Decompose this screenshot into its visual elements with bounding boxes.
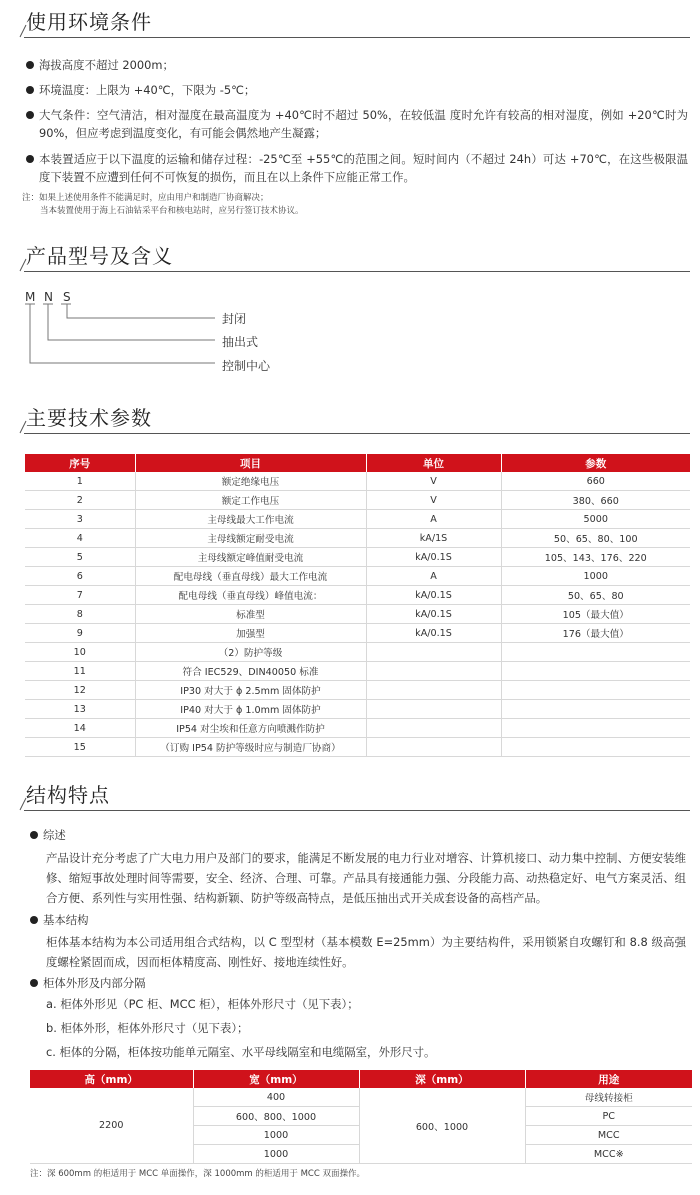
section-divider xyxy=(24,433,690,434)
model-letter-s: S xyxy=(63,290,71,304)
table-row xyxy=(25,491,690,510)
unit-cell: kA/0.1S xyxy=(366,624,501,643)
unit-cell: A xyxy=(366,510,501,529)
col-header: 项目 xyxy=(135,454,366,472)
value-cell xyxy=(501,662,690,681)
table-row xyxy=(25,567,690,586)
structure-paragraph: 产品设计充分考虑了广大电力用户及部门的要求，能满足不断发展的电力行业对增容、计算机接口、动力集中控制、方便安装维修、缩短事故处理时间等需要，安全、经济、合理、可靠。产品具有接通能力强、分段能力高、动热稳定好、电气方案灵活、组合方便、系列性与实用性强、结构新颖、防护等级高特点，是低压抽出式开关成套设备的高档产品。 xyxy=(46,851,686,905)
env-note: 当本装置使用于海上石油钻采平台和核电站时，应另行签订技术协议。 xyxy=(40,206,304,216)
unit-cell: A xyxy=(366,567,501,586)
table-row xyxy=(25,586,690,605)
unit-cell: kA/0.1S xyxy=(366,586,501,605)
structure-paragraph: 柜体基本结构为本公司适用组合式结构，以 C 型型材（基本模数 E=25mm）为主要结构件，采用锁紧自攻螺钉和 8.8 级高强度螺栓紧固而成，因而柜体精度高、刚性好、接地连续性好。 xyxy=(46,935,686,969)
section-title-params: 主要技术参数 xyxy=(16,404,690,434)
table-row xyxy=(25,624,690,643)
col-header: 宽（mm） xyxy=(193,1070,359,1088)
value-cell: 105、143、176、220 xyxy=(501,548,690,567)
table-row xyxy=(25,548,690,567)
table-row xyxy=(25,643,690,662)
unit-cell: V xyxy=(366,472,501,491)
item-cell: 配电母线（垂直母线）峰值电流： xyxy=(135,586,366,605)
col-header: 用途 xyxy=(525,1070,692,1088)
item-cell: 符合 IEC529、DIN40050 标准 xyxy=(135,662,366,681)
row-number-cell: 2 xyxy=(25,491,135,510)
use-cell: MCC xyxy=(525,1126,692,1145)
width-cell: 400 xyxy=(193,1088,359,1107)
col-header: 深（mm） xyxy=(359,1070,525,1088)
bullet-icon xyxy=(30,916,38,924)
unit-cell: V xyxy=(366,491,501,510)
bullet-icon xyxy=(26,61,34,69)
bullet-icon xyxy=(26,86,34,94)
env-item: 海拔高度不超过 2000m； xyxy=(26,56,688,74)
value-cell: 660 xyxy=(501,472,690,491)
row-number-cell: 9 xyxy=(25,624,135,643)
table-row xyxy=(25,719,690,738)
structure-subitem-c: c. 柜体的分隔，柜体按功能单元隔室、水平母线隔室和电缆隔室，外形尺寸。 xyxy=(46,1045,436,1059)
model-label-enclosed: 封闭 xyxy=(222,312,247,326)
structure-heading: 柜体外形及内部分隔 xyxy=(30,974,688,992)
bullet-icon xyxy=(30,979,38,987)
unit-cell xyxy=(366,700,501,719)
dimension-note: 注：深 600mm 的柜适用于 MCC 单面操作，深 1000mm 的柜适用于 MCC 双面操作。 xyxy=(30,1169,366,1179)
unit-cell: kA/0.1S xyxy=(366,605,501,624)
item-cell: IP30 对大于 ϕ 2.5mm 固体防护 xyxy=(135,681,366,700)
table-row xyxy=(25,700,690,719)
value-cell: 5000 xyxy=(501,510,690,529)
height-cell: 2200 xyxy=(30,1088,193,1164)
value-cell: 176（最大值） xyxy=(501,624,690,643)
row-number-cell: 13 xyxy=(25,700,135,719)
table-row xyxy=(25,472,690,491)
value-cell: 50、65、80、100 xyxy=(501,529,690,548)
section-divider xyxy=(24,271,690,272)
item-cell: （2）防护等级 xyxy=(135,643,366,662)
item-cell: IP40 对大于 ϕ 1.0mm 固体防护 xyxy=(135,700,366,719)
value-cell: 50、65、80 xyxy=(501,586,690,605)
item-cell: 额定工作电压 xyxy=(135,491,366,510)
model-label-drawout: 抽出式 xyxy=(222,335,259,349)
structure-heading: 基本结构 xyxy=(30,911,688,929)
table-row xyxy=(25,510,690,529)
item-cell: 主母线额定耐受电流 xyxy=(135,529,366,548)
table-row xyxy=(25,529,690,548)
table-row xyxy=(25,605,690,624)
use-cell: 母线转接柜 xyxy=(525,1088,692,1107)
structure-subitem-a: a. 柜体外形见（PC 柜、MCC 柜），柜体外形尺寸（见下表）； xyxy=(46,997,359,1011)
row-number-cell: 12 xyxy=(25,681,135,700)
col-header: 单位 xyxy=(366,454,501,472)
env-item: 大气条件：空气清洁，相对湿度在最高温度为 +40℃时不超过 50%，在较低温 度时允许有较高的相对湿度，例如 +20℃时为 90%，但应考虑到温度变化，有可能会偶然地产生凝露； xyxy=(26,106,688,142)
use-cell: PC xyxy=(525,1107,692,1126)
env-item: 环境温度：上限为 +40℃，下限为 -5℃； xyxy=(26,81,688,99)
section-title-structure: 结构特点 xyxy=(16,781,690,811)
model-diagram xyxy=(25,290,325,380)
value-cell: 105（最大值） xyxy=(501,605,690,624)
value-cell: 1000 xyxy=(501,567,690,586)
item-cell: 配电母线（垂直母线）最大工作电流 xyxy=(135,567,366,586)
bullet-icon xyxy=(26,155,34,163)
unit-cell: kA/1S xyxy=(366,529,501,548)
bullet-icon xyxy=(30,831,38,839)
unit-cell xyxy=(366,662,501,681)
section-title-environment: 使用环境条件 xyxy=(16,8,690,38)
row-number-cell: 4 xyxy=(25,529,135,548)
table-row xyxy=(30,1088,692,1107)
item-cell: 主母线最大工作电流 xyxy=(135,510,366,529)
width-cell: 1000 xyxy=(193,1126,359,1145)
table-header-row xyxy=(30,1070,692,1088)
row-number-cell: 8 xyxy=(25,605,135,624)
value-cell xyxy=(501,643,690,662)
row-number-cell: 11 xyxy=(25,662,135,681)
row-number-cell: 15 xyxy=(25,738,135,757)
row-number-cell: 1 xyxy=(25,472,135,491)
table-row xyxy=(25,662,690,681)
structure-subitem-b: b. 柜体外形，柜体外形尺寸（见下表）； xyxy=(46,1021,249,1035)
model-letter-n: N xyxy=(44,290,53,304)
dimension-table xyxy=(30,1070,692,1164)
col-header: 参数 xyxy=(501,454,690,472)
item-cell: （订购 IP54 防护等级时应与制造厂协商） xyxy=(135,738,366,757)
value-cell xyxy=(501,681,690,700)
item-cell: 标准型 xyxy=(135,605,366,624)
item-cell: 额定绝缘电压 xyxy=(135,472,366,491)
params-table xyxy=(25,454,690,757)
row-number-cell: 5 xyxy=(25,548,135,567)
bullet-icon xyxy=(26,111,34,119)
value-cell xyxy=(501,719,690,738)
unit-cell xyxy=(366,719,501,738)
row-number-cell: 7 xyxy=(25,586,135,605)
value-cell xyxy=(501,700,690,719)
unit-cell xyxy=(366,681,501,700)
item-cell: 加强型 xyxy=(135,624,366,643)
row-number-cell: 10 xyxy=(25,643,135,662)
use-cell: MCC※ xyxy=(525,1145,692,1164)
col-header: 序号 xyxy=(25,454,135,472)
table-header-row xyxy=(25,454,690,472)
col-header: 高（mm） xyxy=(30,1070,193,1088)
section-title-model: 产品型号及含义 xyxy=(16,242,690,272)
value-cell: 380、660 xyxy=(501,491,690,510)
item-cell: IP54 对尘埃和任意方向喷溅作防护 xyxy=(135,719,366,738)
unit-cell xyxy=(366,738,501,757)
depth-cell: 600、1000 xyxy=(359,1088,525,1164)
table-row xyxy=(25,738,690,757)
structure-heading: 综述 xyxy=(30,826,688,844)
unit-cell xyxy=(366,643,501,662)
row-number-cell: 14 xyxy=(25,719,135,738)
model-letter-m: M xyxy=(25,290,36,304)
width-cell: 1000 xyxy=(193,1145,359,1164)
model-label-control-center: 控制中心 xyxy=(222,359,271,373)
env-note: 注：如果上述使用条件不能满足时，应由用户和制造厂协商解决； xyxy=(22,193,269,203)
value-cell xyxy=(501,738,690,757)
env-item: 本装置适应于以下温度的运输和储存过程：-25℃至 +55℃的范围之间。短时间内（不超过 24h）可达 +70℃，在这些极限温度下装置不应遭到任何不可恢复的损伤，而且在以上条件下应能正常工作。 xyxy=(26,150,688,186)
row-number-cell: 6 xyxy=(25,567,135,586)
unit-cell: kA/0.1S xyxy=(366,548,501,567)
item-cell: 主母线额定峰值耐受电流 xyxy=(135,548,366,567)
table-row xyxy=(25,681,690,700)
width-cell: 600、800、1000 xyxy=(193,1107,359,1126)
section-divider xyxy=(24,810,690,811)
row-number-cell: 3 xyxy=(25,510,135,529)
section-divider xyxy=(24,37,690,38)
